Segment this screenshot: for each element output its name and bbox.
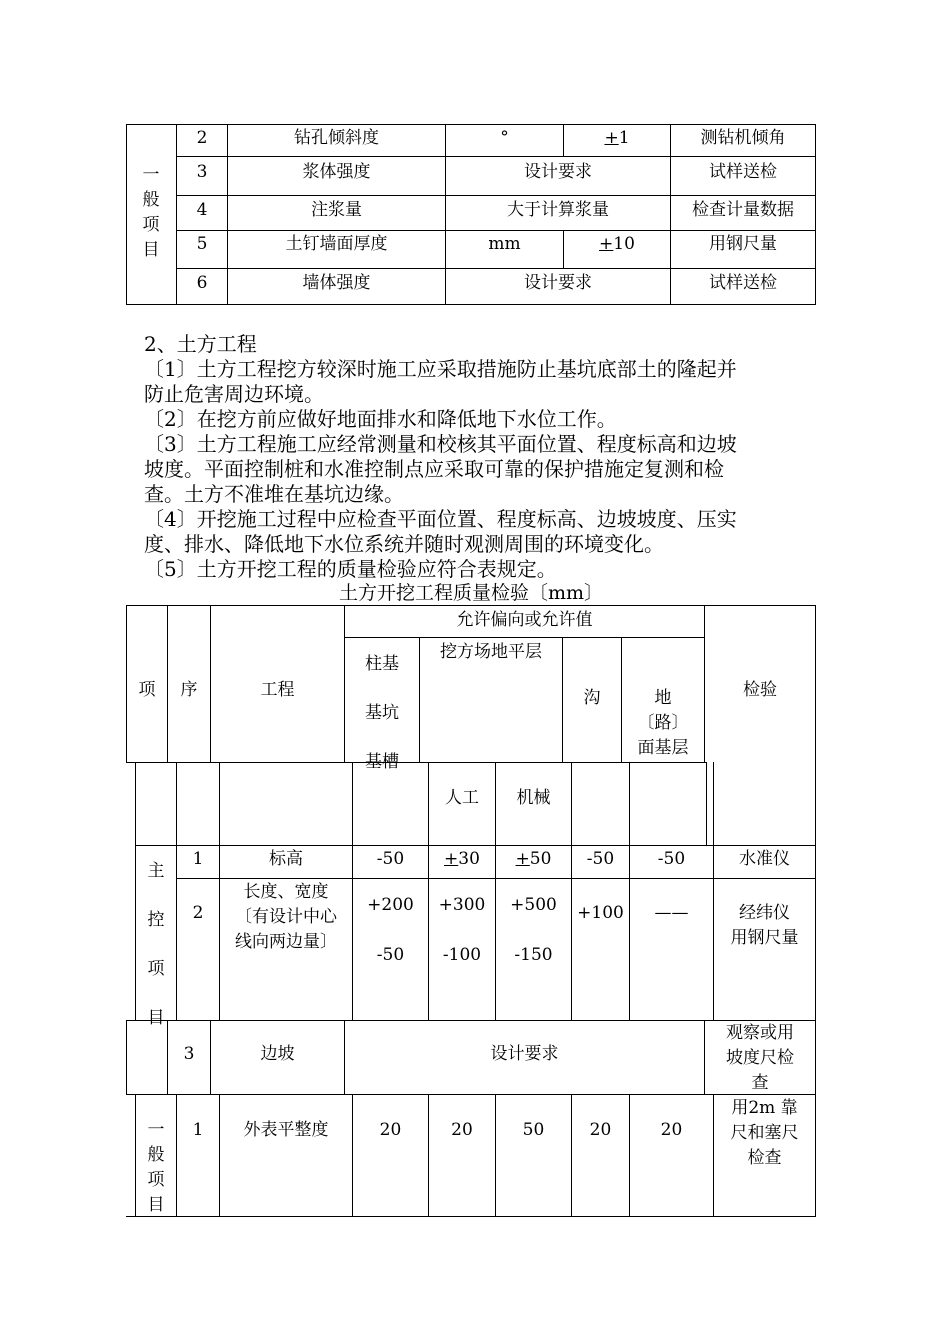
requirement: 设计要求 [490, 1044, 559, 1064]
value-machine: +500 -150 [510, 895, 557, 965]
value-pit: -50 [376, 849, 405, 869]
paragraph-line: 〔3〕土方工程施工应经常测量和校核其平面位置、程度标高和边坡 [144, 432, 737, 456]
value-road: —— [654, 903, 689, 923]
row-number: 2 [196, 128, 208, 148]
value-road: -50 [657, 849, 686, 869]
paragraph-line: 〔5〕土方开挖工程的质量检验应符合表规定。 [144, 557, 557, 581]
item-name: 长度、宽度 〔有设计中心 线向两边量〕 [235, 882, 337, 952]
unit: ° [500, 128, 509, 148]
paragraph-line: 查。土方不准堆在基坑边缘。 [144, 482, 404, 506]
header-item: 项 [138, 680, 156, 700]
value-ditch: -50 [586, 849, 615, 869]
item-name: 注浆量 [311, 200, 362, 220]
header-ditch: 沟 [583, 688, 601, 708]
section-heading: 2、土方工程 [144, 332, 257, 356]
item-name: 浆体强度 [302, 162, 371, 182]
item-name: 边坡 [260, 1044, 295, 1064]
header-field: 挖方场地平层 [440, 642, 542, 662]
check-method: 经纬仪 用钢尺量 [730, 903, 799, 948]
paragraph-line: 防止危害周边环境。 [144, 382, 324, 406]
header-road: 地 〔路〕 面基层 [637, 688, 689, 758]
tolerance: +1 [604, 128, 630, 148]
header-project: 工程 [260, 680, 295, 700]
item-name: 土钉墙面厚度 [285, 234, 388, 254]
value-manual: 20 [451, 1120, 473, 1140]
requirement: 设计要求 [524, 162, 592, 182]
group-label-general: 一 般 项 目 [142, 165, 160, 260]
item-name: 标高 [269, 849, 303, 869]
requirement: 大于计算浆量 [507, 200, 609, 220]
paragraph-line: 〔2〕在挖方前应做好地面排水和降低地下水位工作。 [144, 407, 617, 431]
row-number: 4 [196, 200, 208, 220]
value-ditch: +100 [577, 903, 624, 923]
value-pit: +200 -50 [367, 895, 414, 965]
header-manual: 人工 [445, 788, 479, 808]
row-number: 1 [192, 1120, 204, 1140]
paragraph-line: 坡度。平面控制桩和水准控制点应采取可靠的保护措施定复测和检 [144, 457, 724, 481]
check-method: 测钻机倾角 [700, 128, 786, 148]
group-label-general: 一 般 项 目 [147, 1120, 165, 1215]
row-number: 3 [196, 162, 208, 182]
value-machine: +50 [515, 849, 552, 869]
unit: mm [488, 234, 521, 254]
value-ditch: 20 [589, 1120, 612, 1140]
value-pit: 20 [379, 1120, 402, 1140]
row-number: 2 [192, 903, 204, 923]
group-label-main: 主 控 项 目 [147, 861, 165, 1028]
header-check: 检验 [743, 680, 777, 700]
check-method: 试样送检 [709, 273, 777, 293]
row-number: 5 [196, 234, 208, 254]
row-number: 1 [192, 849, 204, 869]
check-method: 观察或用 坡度尺检 查 [726, 1023, 794, 1093]
value-machine: 50 [522, 1120, 545, 1140]
check-method: 用钢尺量 [709, 234, 777, 254]
value-manual: +300 -100 [438, 895, 486, 965]
paragraph-line: 〔1〕土方工程挖方较深时施工应采取措施防止基坑底部土的隆起并 [144, 357, 737, 381]
header-seq: 序 [180, 680, 198, 700]
item-name: 钻孔倾斜度 [294, 128, 379, 148]
row-number: 6 [196, 273, 208, 293]
table-caption: 土方开挖工程质量检验〔mm〕 [338, 582, 604, 604]
header-allowance: 允许偏向或允许值 [456, 610, 593, 630]
item-name: 外表平整度 [243, 1120, 329, 1140]
tolerance: +10 [599, 234, 635, 254]
check-method: 用2m 靠 尺和塞尺 检查 [730, 1098, 799, 1168]
check-method: 试样送检 [709, 162, 777, 182]
requirement: 设计要求 [524, 273, 592, 293]
row-number: 3 [183, 1044, 195, 1064]
value-manual: +30 [444, 849, 480, 869]
check-method: 水准仪 [739, 849, 790, 869]
paragraph-line: 〔4〕开挖施工过程中应检查平面位置、程度标高、边坡坡度、压实 [144, 507, 737, 531]
check-method: 检查计量数据 [692, 200, 794, 220]
header-machine: 机械 [516, 788, 551, 808]
header-pit: 柱基 基坑 基槽 [365, 654, 399, 772]
paragraph-line: 度、排水、降低地下水位系统并随时观测周围的环境变化。 [144, 532, 664, 556]
value-road: 20 [660, 1120, 683, 1140]
item-name: 墙体强度 [302, 273, 371, 293]
